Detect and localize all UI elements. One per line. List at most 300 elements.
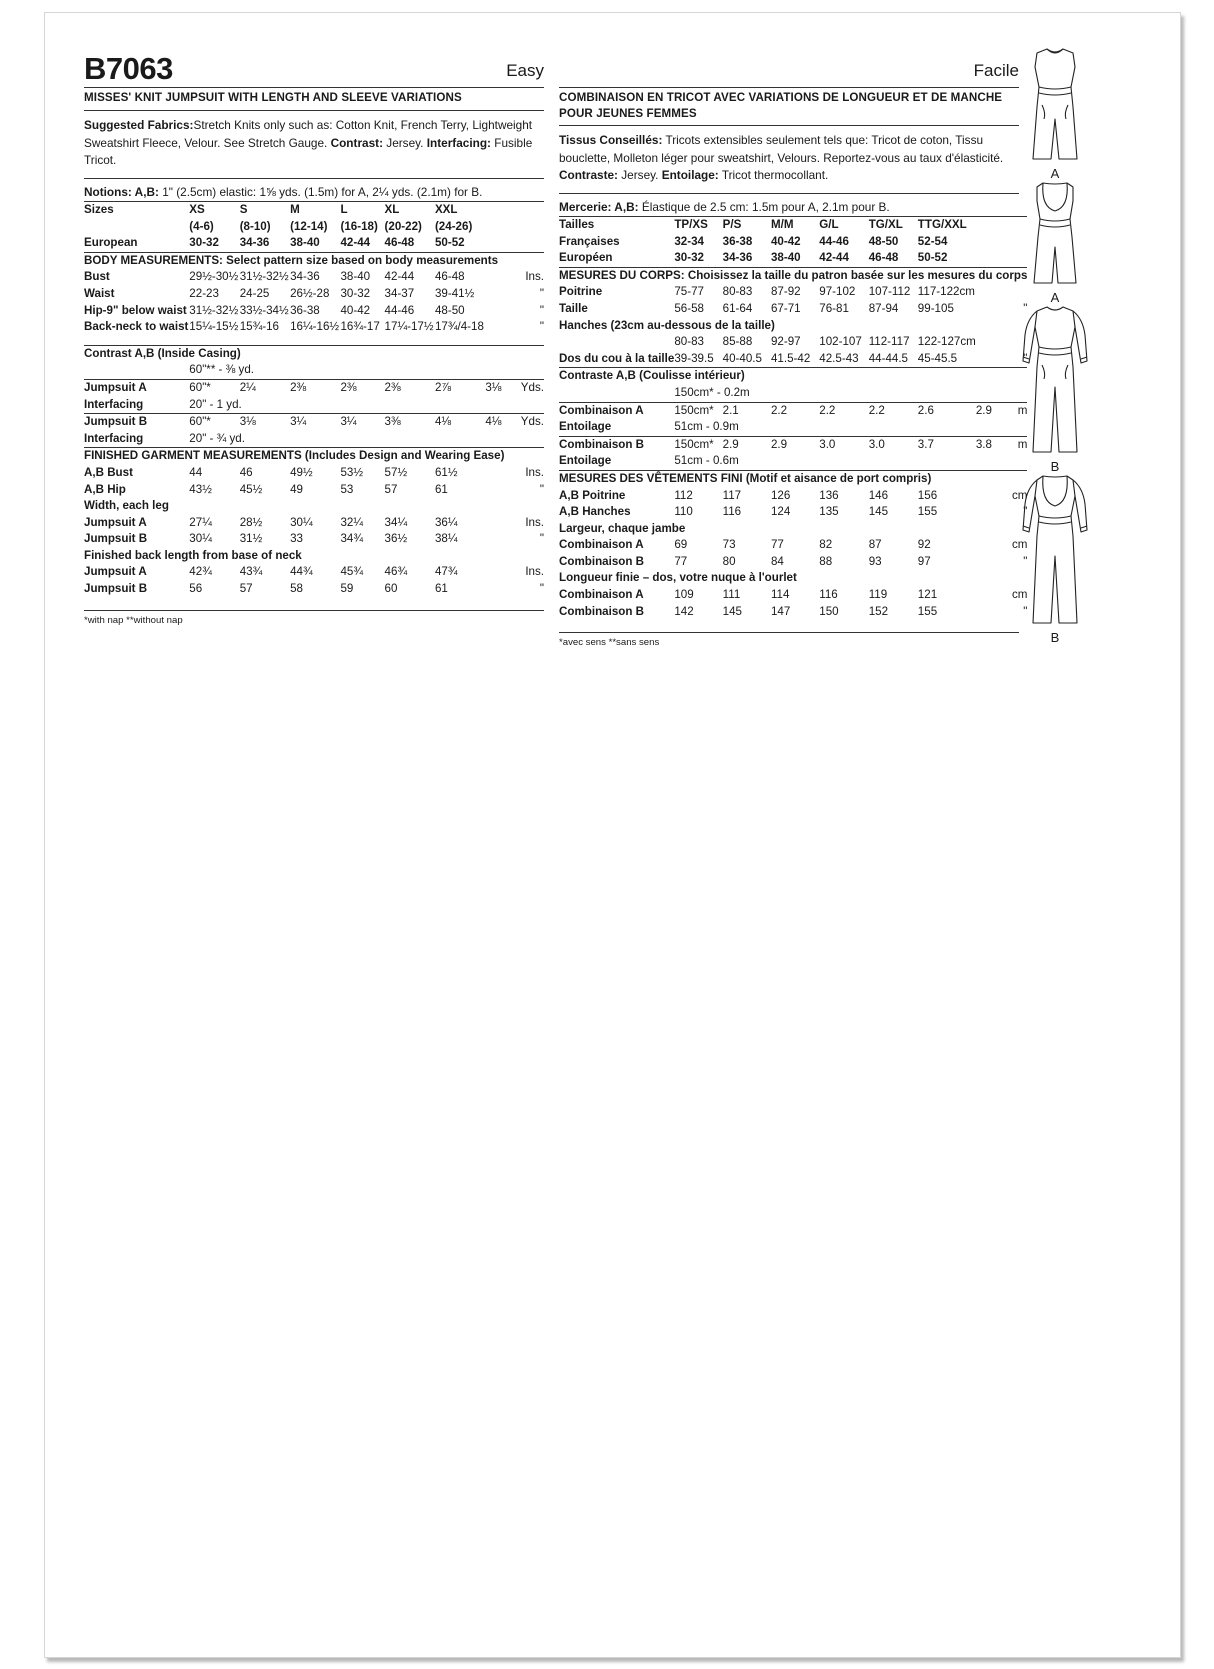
cell: 150cm* bbox=[674, 403, 714, 417]
contrast-heading: Contraste A,B (Coulisse intérieur) bbox=[559, 369, 745, 383]
row-label: Jumpsuit A bbox=[84, 565, 147, 579]
footnote: *avec sens **sans sens bbox=[559, 632, 1019, 648]
cell: 2.2 bbox=[770, 403, 788, 417]
cell: 48-50 bbox=[434, 303, 465, 317]
cell: 110 bbox=[674, 505, 693, 519]
cell: 156 bbox=[917, 488, 938, 502]
cell: 2⅜ bbox=[384, 380, 401, 394]
cell: 49 bbox=[290, 482, 303, 496]
cell: 42-44 bbox=[819, 251, 849, 265]
cell: 117 bbox=[722, 488, 742, 502]
cell: 3.7 bbox=[917, 437, 934, 451]
row-label: Jumpsuit A bbox=[84, 380, 147, 394]
row-label: Combinaison B bbox=[559, 554, 645, 568]
european-cell: 46-48 bbox=[384, 236, 415, 250]
cell: 36¼ bbox=[434, 515, 458, 529]
size-cell: TTG/XXL bbox=[917, 218, 967, 231]
cell: 34-36 bbox=[722, 251, 753, 265]
unit: " bbox=[539, 582, 544, 596]
cell: 39-39.5 bbox=[674, 351, 714, 365]
table-row bbox=[84, 269, 544, 286]
jumpsuit-a-front-sketch bbox=[1015, 47, 1095, 162]
cell: 51cm - 0.6m bbox=[674, 454, 739, 468]
cell: 92 bbox=[917, 538, 931, 552]
footnote: *with nap **without nap bbox=[84, 610, 544, 626]
cell: 97 bbox=[917, 554, 931, 568]
cell: 145 bbox=[722, 604, 742, 618]
cell: 145 bbox=[868, 505, 889, 519]
fabrics-paragraph bbox=[559, 126, 1019, 188]
francaises-label: Françaises bbox=[559, 234, 620, 248]
cell: 30¼ bbox=[189, 532, 212, 546]
cell: 75-77 bbox=[674, 285, 704, 299]
cell: 77 bbox=[674, 554, 688, 568]
table-row bbox=[559, 301, 1027, 318]
table-row bbox=[84, 515, 544, 532]
european-row bbox=[559, 250, 1027, 267]
european-label: European bbox=[84, 236, 138, 250]
fabrics-text: Stretch Knits only such as: Cotton Knit, French Terry, Lightweight Sweatshirt Fleece, Velour. See Stretch Gauge. bbox=[84, 118, 533, 150]
cell: 73 bbox=[722, 538, 736, 552]
contrast-amount: 150cm* - 0.2m bbox=[674, 385, 750, 399]
european-cell: 34-36 bbox=[239, 236, 270, 250]
table-row bbox=[84, 286, 544, 303]
header bbox=[84, 51, 544, 88]
hips-label: Hanches (23cm au-dessous de la taille) bbox=[559, 318, 775, 332]
row-label: Interfacing bbox=[84, 397, 144, 411]
cell: 87-92 bbox=[770, 285, 801, 299]
cell: 61½ bbox=[434, 465, 458, 479]
pattern-title: MISSES' KNIT JUMPSUIT WITH LENGTH AND SLEEVE VARIATIONS bbox=[84, 91, 462, 104]
cell: 147 bbox=[770, 604, 791, 618]
cell: 49½ bbox=[290, 465, 313, 479]
size-range-cell: (4-6) bbox=[189, 219, 214, 233]
cell: 56 bbox=[189, 582, 203, 596]
row-label: Waist bbox=[84, 286, 115, 300]
pattern-sheet bbox=[44, 12, 1181, 1658]
fabrics-label: Suggested Fabrics: bbox=[84, 118, 194, 132]
cell: 61-64 bbox=[722, 301, 753, 315]
finished-heading: FINISHED GARMENT MEASUREMENTS (Includes Design and Wearing Ease) bbox=[84, 449, 505, 463]
size-cell: M bbox=[290, 203, 300, 216]
cell: 109 bbox=[674, 588, 694, 602]
size-range-cell: (12-14) bbox=[290, 219, 328, 233]
table-row bbox=[559, 351, 1027, 368]
width-heading: Largeur, chaque jambe bbox=[559, 521, 686, 535]
cell: 46 bbox=[239, 465, 253, 479]
table-row bbox=[84, 465, 544, 482]
cell: 30-32 bbox=[340, 286, 371, 300]
cell: 45½ bbox=[239, 482, 263, 496]
row-label: Entoilage bbox=[559, 454, 612, 468]
size-cell: TP/XS bbox=[674, 218, 708, 231]
cell: 34-37 bbox=[384, 286, 415, 300]
unit: Ins. bbox=[525, 465, 544, 479]
table-row bbox=[559, 334, 1027, 351]
cell: 121 bbox=[917, 588, 938, 602]
sizes-row bbox=[559, 217, 1027, 234]
cell: 112-117 bbox=[868, 335, 910, 349]
unit: " bbox=[1023, 604, 1028, 618]
cell: 150 bbox=[819, 604, 839, 618]
francaises-row bbox=[559, 234, 1027, 251]
cell: 77 bbox=[770, 538, 784, 552]
interfacing-text: Tricot thermocollant. bbox=[721, 168, 829, 182]
cell: 34¼ bbox=[384, 515, 408, 529]
cell: 116 bbox=[722, 505, 742, 519]
jumpsuit-b-back-sketch bbox=[1015, 474, 1095, 626]
cell: 136 bbox=[819, 488, 839, 502]
cell: 80-83 bbox=[722, 285, 753, 299]
european-cell: 42-44 bbox=[340, 236, 371, 250]
size-cell: S bbox=[239, 203, 248, 216]
cell: 39-41½ bbox=[434, 286, 475, 300]
cell: 117-122cm bbox=[917, 285, 975, 299]
cell: 119 bbox=[868, 588, 888, 602]
notions bbox=[84, 178, 544, 202]
notions-label: Mercerie: A,B: bbox=[559, 199, 639, 214]
size-cell: XXL bbox=[434, 203, 458, 216]
size-range-cell: (24-26) bbox=[434, 219, 473, 233]
cell: 57½ bbox=[384, 465, 408, 479]
row-label: Combinaison B bbox=[559, 437, 645, 451]
cell: 155 bbox=[917, 604, 938, 618]
table-row bbox=[84, 303, 544, 320]
size-cell: G/L bbox=[819, 218, 839, 231]
unit: cm bbox=[1011, 538, 1028, 552]
cell: 31½-32½ bbox=[189, 303, 239, 317]
cell: 82 bbox=[819, 538, 833, 552]
table-row bbox=[559, 537, 1027, 554]
notions-text: 1" (2.5cm) elastic: 1⅝ yds. (1.5m) for A, 2¼ yds. (2.1m) for B. bbox=[162, 184, 483, 199]
cell: 32-34 bbox=[674, 234, 704, 248]
table-row bbox=[84, 414, 544, 431]
unit: Ins. bbox=[525, 565, 544, 579]
unit: " bbox=[1023, 505, 1028, 519]
cell: 33 bbox=[290, 532, 303, 546]
cell: 36-38 bbox=[722, 234, 753, 248]
view-label-a: A bbox=[1050, 290, 1060, 305]
size-chart bbox=[559, 216, 1027, 629]
cell: 38-40 bbox=[770, 251, 801, 265]
cell: 2.9 bbox=[975, 403, 992, 417]
header bbox=[559, 57, 1019, 88]
cell: 44-44.5 bbox=[868, 351, 909, 365]
cell: 29½-30½ bbox=[189, 270, 239, 284]
cell: 50-52 bbox=[917, 251, 948, 265]
cell: 41.5-42 bbox=[770, 351, 811, 365]
cell: 67-71 bbox=[770, 301, 801, 315]
cell: 46¾ bbox=[384, 565, 408, 579]
european-cell: 30-32 bbox=[189, 236, 219, 250]
cell: 112 bbox=[674, 488, 693, 502]
unit: " bbox=[1023, 351, 1028, 365]
cell: 57 bbox=[384, 482, 398, 496]
cell: 15¾-16 bbox=[239, 320, 280, 334]
unit: " bbox=[539, 320, 544, 334]
cell: 40-42 bbox=[340, 303, 371, 317]
body-measurements-heading: BODY MEASUREMENTS: Select pattern size based on body measurements bbox=[84, 253, 499, 267]
unit: " bbox=[1023, 301, 1028, 315]
cell: 20" - 1 yd. bbox=[189, 397, 242, 411]
cell: 87-94 bbox=[868, 301, 899, 315]
cell: 16¾-17 bbox=[340, 320, 380, 334]
unit: " bbox=[539, 482, 544, 496]
cell: 32¼ bbox=[340, 515, 364, 529]
unit: " bbox=[539, 303, 544, 317]
pattern-title: COMBINAISON EN TRICOT AVEC VARIATIONS DE LONGUEUR ET DE MANCHE POUR JEUNES FEMMES bbox=[559, 91, 1003, 120]
cell: 76-81 bbox=[819, 301, 849, 315]
table-row bbox=[84, 564, 544, 581]
cell: 38¼ bbox=[434, 532, 458, 546]
cell: 60"* bbox=[189, 415, 211, 429]
cell: 4⅛ bbox=[434, 415, 452, 429]
view-label-a: A bbox=[1050, 166, 1060, 181]
cell: 80 bbox=[722, 554, 736, 568]
cell: 36½ bbox=[384, 532, 408, 546]
cell: 135 bbox=[819, 505, 839, 519]
unit: m bbox=[1017, 403, 1028, 417]
cell: 3.0 bbox=[819, 437, 836, 451]
cell: 2.9 bbox=[770, 437, 788, 451]
sizes-label: Tailles bbox=[559, 218, 595, 231]
cell: 44 bbox=[189, 465, 203, 479]
cell: 3.8 bbox=[975, 437, 992, 451]
size-cell: M/M bbox=[770, 218, 794, 231]
row-label: Combinaison A bbox=[559, 538, 644, 552]
interfacing-text: Fusible Tricot. bbox=[84, 135, 533, 167]
cell: 44¾ bbox=[290, 565, 313, 579]
cell: 3⅛ bbox=[485, 380, 502, 394]
row-label: Combinaison A bbox=[559, 403, 644, 417]
row-label: Bust bbox=[84, 270, 110, 284]
cell: 45-45.5 bbox=[917, 351, 958, 365]
cell: 99-105 bbox=[917, 301, 954, 315]
cell: 80-83 bbox=[674, 335, 704, 349]
cell: 20" - ¾ yd. bbox=[189, 431, 245, 445]
cell: 142 bbox=[674, 604, 694, 618]
length-heading: Longueur finie – dos, votre nuque à l'ourlet bbox=[559, 571, 797, 585]
cell: 34¾ bbox=[340, 532, 364, 546]
cell: 3.0 bbox=[868, 437, 885, 451]
cell: 44-46 bbox=[819, 234, 849, 248]
cell: 47¾ bbox=[434, 565, 458, 579]
cell: 3⅜ bbox=[384, 415, 401, 429]
cell: 2.9 bbox=[722, 437, 739, 451]
pattern-code: B7063 bbox=[84, 51, 173, 86]
row-label: Jumpsuit B bbox=[84, 415, 148, 429]
cell: 114 bbox=[770, 588, 790, 602]
row-label: Combinaison B bbox=[559, 604, 645, 618]
unit: Yds. bbox=[520, 380, 544, 394]
cell: 3⅛ bbox=[239, 415, 256, 429]
cell: 60 bbox=[384, 582, 398, 596]
cell: 17¾/4-18 bbox=[434, 320, 484, 334]
contrast-label: Contraste: bbox=[559, 168, 618, 182]
table-row bbox=[84, 319, 544, 336]
size-cell: XL bbox=[384, 203, 400, 216]
width-heading: Width, each leg bbox=[84, 499, 169, 513]
unit: " bbox=[539, 286, 544, 300]
european-label: Européen bbox=[559, 251, 613, 265]
cell: 4⅛ bbox=[485, 415, 502, 429]
size-cell: XS bbox=[189, 203, 205, 216]
cell: 45¾ bbox=[340, 565, 364, 579]
notions-text: Élastique de 2.5 cm: 1.5m pour A, 2.1m pour B. bbox=[641, 199, 890, 214]
cell: 53 bbox=[340, 482, 354, 496]
contrast-heading: Contrast A,B (Inside Casing) bbox=[84, 346, 241, 360]
size-cell: P/S bbox=[722, 218, 742, 231]
contrast-amount: 60"** - ⅜ yd. bbox=[189, 363, 254, 377]
cell: 33½-34½ bbox=[239, 303, 289, 317]
row-label: Jumpsuit B bbox=[84, 582, 148, 596]
cell: 42.5-43 bbox=[819, 351, 859, 365]
unit: Ins. bbox=[525, 515, 544, 529]
cell: 17¼-17½ bbox=[384, 320, 434, 334]
row-label: A,B Poitrine bbox=[559, 488, 626, 502]
french-column bbox=[559, 57, 1028, 649]
cell: 155 bbox=[917, 505, 938, 519]
cell: 116 bbox=[819, 588, 838, 602]
cell: 30-32 bbox=[674, 251, 704, 265]
cell: 36-38 bbox=[290, 303, 320, 317]
european-cell: 38-40 bbox=[290, 236, 320, 250]
cell: 2.6 bbox=[917, 403, 934, 417]
cell: 97-102 bbox=[819, 285, 856, 299]
cell: 34-36 bbox=[290, 270, 320, 284]
cell: 61 bbox=[434, 582, 448, 596]
cell: 46-48 bbox=[434, 270, 465, 284]
row-label: Combinaison A bbox=[559, 588, 644, 602]
cell: 146 bbox=[868, 488, 889, 502]
unit: " bbox=[539, 532, 544, 546]
row-label: Hip-9" below waist bbox=[84, 303, 187, 317]
row-label: A,B Hanches bbox=[559, 505, 631, 519]
fabrics-paragraph bbox=[84, 111, 544, 173]
table-row bbox=[559, 554, 1027, 571]
contrast-text: Jersey. bbox=[621, 168, 659, 182]
view-illustrations bbox=[1015, 47, 1095, 645]
unit: cm bbox=[1011, 588, 1028, 602]
row-label: Dos du cou à la taille bbox=[559, 351, 675, 365]
difficulty-level: Facile bbox=[973, 61, 1019, 80]
size-ranges-row bbox=[84, 219, 544, 236]
cell: 3¼ bbox=[290, 415, 307, 429]
row-label: Jumpsuit A bbox=[84, 515, 147, 529]
unit: cm bbox=[1011, 488, 1028, 502]
cell: 58 bbox=[290, 582, 303, 596]
cell: 30¼ bbox=[290, 515, 313, 529]
table-row bbox=[559, 488, 1027, 505]
size-cell: L bbox=[340, 203, 348, 216]
view-label-b: B bbox=[1050, 459, 1060, 474]
cell: 31½ bbox=[239, 532, 263, 546]
row-label: Back-neck to waist bbox=[84, 320, 189, 334]
interfacing-label: Entoilage: bbox=[661, 168, 719, 182]
cell: 42-44 bbox=[384, 270, 415, 284]
cell: 38-40 bbox=[340, 270, 371, 284]
cell: 42¾ bbox=[189, 565, 212, 579]
cell: 28½ bbox=[239, 515, 263, 529]
cell: 27¼ bbox=[189, 515, 212, 529]
cell: 51cm - 0.9m bbox=[674, 420, 739, 434]
cell: 52-54 bbox=[917, 234, 948, 248]
cell: 111 bbox=[722, 588, 741, 602]
unit: Yds. bbox=[520, 415, 544, 429]
row-label: Interfacing bbox=[84, 431, 144, 445]
cell: 93 bbox=[868, 554, 882, 568]
size-cell: TG/XL bbox=[868, 218, 903, 231]
jumpsuit-a-back-sketch bbox=[1015, 181, 1095, 286]
unit: Ins. bbox=[525, 270, 544, 284]
cell: 16¼-16½ bbox=[290, 320, 340, 334]
cell: 2⅜ bbox=[340, 380, 357, 394]
cell: 57 bbox=[239, 582, 253, 596]
contrast-label: Contrast: bbox=[330, 135, 384, 150]
sizes-row bbox=[84, 202, 544, 219]
table-row bbox=[84, 581, 544, 598]
cell: 46-48 bbox=[868, 251, 899, 265]
difficulty-level: Easy bbox=[506, 61, 544, 80]
table-row bbox=[84, 379, 544, 396]
fabrics-label: Tissus Conseillés: bbox=[559, 133, 663, 147]
cell: 3¼ bbox=[340, 415, 357, 429]
cell: 2.2 bbox=[868, 403, 885, 417]
contrast-text: Jersey. bbox=[386, 135, 424, 150]
sizes-label: Sizes bbox=[84, 203, 114, 216]
cell: 2.1 bbox=[722, 403, 739, 417]
view-label-b: B bbox=[1050, 630, 1060, 645]
body-measurements-heading: MESURES DU CORPS: Choisissez la taille du patron basée sur les mesures du corps bbox=[559, 268, 1028, 282]
table-row bbox=[559, 504, 1027, 521]
cell: 69 bbox=[674, 538, 688, 552]
cell: 59 bbox=[340, 582, 354, 596]
cell: 61 bbox=[434, 482, 448, 496]
cell: 44-46 bbox=[384, 303, 415, 317]
notions bbox=[559, 193, 1019, 217]
row-label: A,B Bust bbox=[84, 465, 133, 479]
row-label: Poitrine bbox=[559, 285, 603, 299]
table-row bbox=[84, 482, 544, 499]
cell: 56-58 bbox=[674, 301, 704, 315]
european-cell: 50-52 bbox=[434, 236, 465, 250]
interfacing-label: Interfacing: bbox=[426, 135, 491, 150]
european-row bbox=[84, 235, 544, 252]
cell: 84 bbox=[770, 554, 784, 568]
size-chart bbox=[84, 201, 544, 607]
table-row bbox=[559, 436, 1027, 453]
cell: 40-40.5 bbox=[722, 351, 762, 365]
size-range-cell: (8-10) bbox=[239, 219, 271, 233]
table-row bbox=[559, 284, 1027, 301]
unit: m bbox=[1017, 437, 1028, 451]
cell: 2⅞ bbox=[434, 380, 452, 394]
cell: 88 bbox=[819, 554, 833, 568]
row-label: Jumpsuit B bbox=[84, 532, 148, 546]
cell: 40-42 bbox=[770, 234, 801, 248]
cell: 150cm* bbox=[674, 437, 714, 451]
cell: 122-127cm bbox=[917, 335, 976, 349]
cell: 60"* bbox=[189, 380, 211, 394]
table-row bbox=[559, 604, 1027, 621]
cell: 102-107 bbox=[819, 335, 862, 349]
cell: 152 bbox=[868, 604, 889, 618]
jumpsuit-b-front-sketch bbox=[1015, 305, 1095, 455]
row-label: Taille bbox=[559, 301, 588, 315]
table-row bbox=[84, 531, 544, 548]
cell: 31½-32½ bbox=[239, 270, 289, 284]
cell: 43½ bbox=[189, 482, 212, 496]
